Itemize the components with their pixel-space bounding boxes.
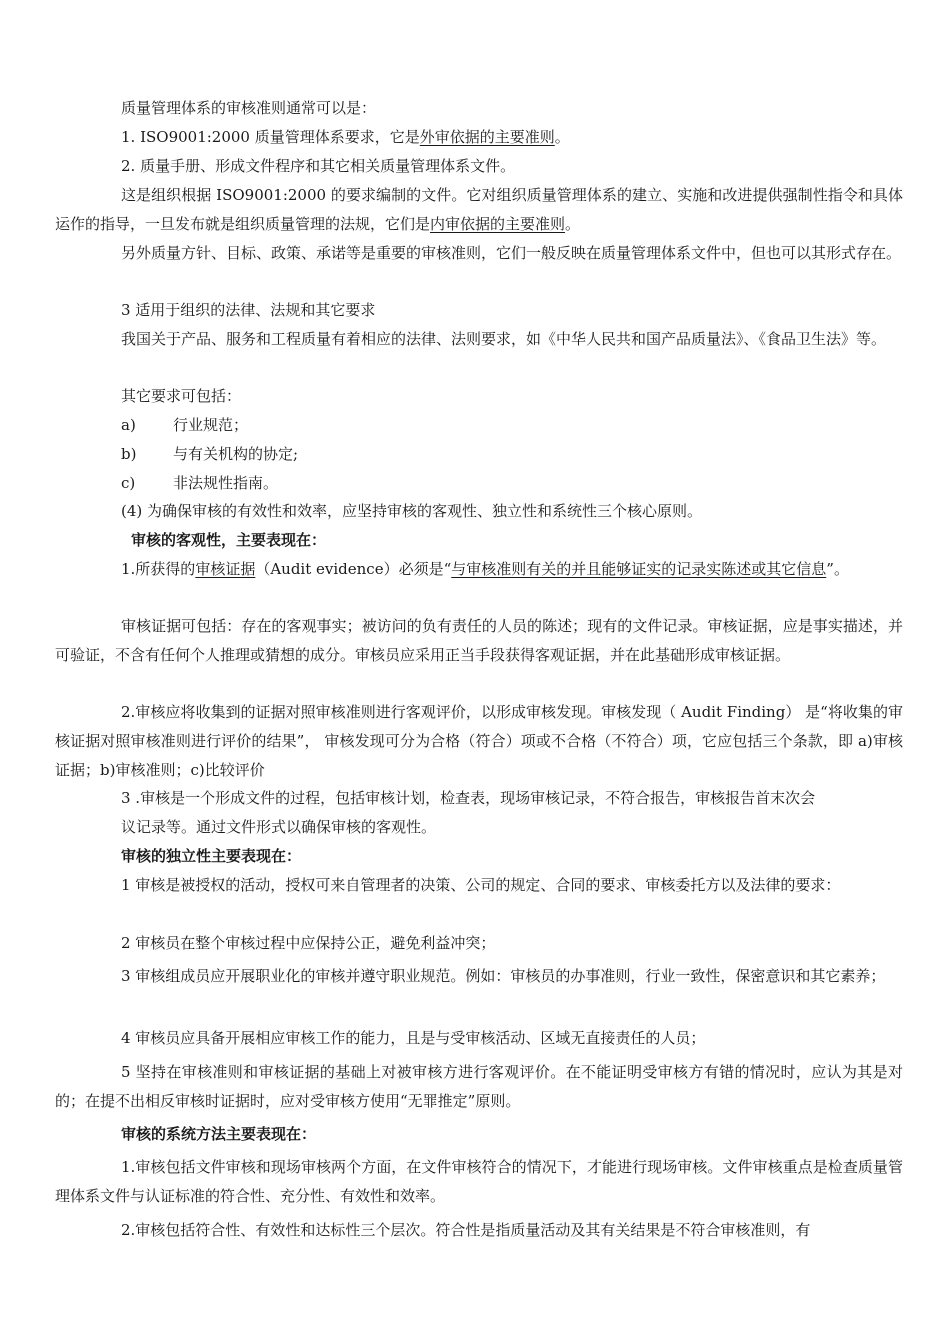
paragraph-text: （Audit evidence）必须是“ bbox=[255, 560, 452, 578]
list-item-text: 行业规范； bbox=[173, 416, 249, 434]
paragraph bbox=[55, 181, 903, 239]
underlined-text: 与审核准则有关的并且能够证实的记录实陈述或其它信息 bbox=[451, 560, 827, 578]
paragraph-text: 1 审核是被授权的活动，授权可来自管理者的决策、公司的规定、合同的要求、审核委托方以及法律的要求： bbox=[121, 876, 841, 894]
paragraph-text: 其它要求可包括： bbox=[121, 387, 242, 405]
paragraph-text: 1.所获得的 bbox=[121, 560, 196, 578]
section-heading bbox=[55, 526, 903, 555]
paragraph bbox=[55, 784, 903, 813]
paragraph-text: 。 bbox=[565, 215, 581, 233]
paragraph-text: ”。 bbox=[826, 560, 849, 578]
list-item-text: 与有关机构的协定; bbox=[173, 445, 299, 463]
paragraph-text: 3 审核组成员应开展职业化的审核并遵守职业规范。例如：审核员的办事准则，行业一致性，保密意识和其它素养； bbox=[121, 967, 886, 985]
paragraph-text: 3 适用于组织的法律、法规和其它要求 bbox=[121, 301, 376, 319]
paragraph-text: 2 审核员在整个审核过程中应保持公正，避免利益冲突； bbox=[121, 934, 496, 952]
list-item-label: b) bbox=[121, 445, 137, 463]
paragraph-text: 2. 质量手册、形成文件程序和其它相关质量管理体系文件。 bbox=[121, 157, 516, 175]
list-item-text: 非法规性指南。 bbox=[173, 474, 279, 492]
paragraph bbox=[55, 239, 903, 268]
paragraph bbox=[55, 1024, 903, 1053]
section-heading bbox=[55, 842, 903, 871]
paragraph-text: 5 坚持在审核准则和审核证据的基础上对被审核方进行客观评价。在不能证明受审核方有错的情况时，应认为其是对的；在提不出相反审核时证据时，应对受审核方使用“无罪推定”原则。 bbox=[55, 1063, 903, 1110]
paragraph bbox=[55, 152, 903, 181]
underlined-text: 内审依据的主要准则 bbox=[430, 215, 566, 233]
paragraph-text: 另外质量方针、目标、政策、承诺等是重要的审核准则，它们一般反映在质量管理体系文件中，但也可以其形式存在。 bbox=[121, 244, 902, 262]
paragraph-text: 2.审核包括符合性、有效性和达标性三个层次。符合性是指质量活动及其有关结果是不符合审核准则，有 bbox=[121, 1221, 811, 1239]
paragraph-text: (4) 为确保审核的有效性和效率，应坚持审核的客观性、独立性和系统性三个核心原则。 bbox=[121, 502, 703, 520]
paragraph bbox=[55, 1058, 903, 1116]
section-heading bbox=[55, 1120, 903, 1149]
list-item-label: c) bbox=[121, 474, 136, 492]
paragraph bbox=[55, 123, 903, 152]
underlined-text: 外审依据的主要准则 bbox=[419, 128, 555, 146]
paragraph bbox=[55, 612, 903, 670]
underlined-text: 审核证据 bbox=[195, 560, 256, 578]
paragraph bbox=[55, 94, 903, 123]
list-item-label: a) bbox=[121, 416, 136, 434]
paragraph bbox=[55, 698, 903, 785]
heading-text: 审核的系统方法主要表现在： bbox=[121, 1125, 317, 1143]
paragraph-text: 1. ISO9001:2000 质量管理体系要求，它是 bbox=[121, 128, 420, 146]
paragraph-text: 议记录等。通过文件形式以确保审核的客观性。 bbox=[121, 818, 437, 836]
paragraph-text: 2.审核应将收集到的证据对照审核准则进行客观评价，以形成审核发现。审核发现（ Audit Finding） 是“将收集的审核证据对照审核准则进行评价的结果”， 审核发现可分为合格（符合）项或不合格（不符合）项，它应包括三个条款，即 a)审核证据；b)审核准则；c)比较评价 bbox=[55, 703, 903, 779]
heading-text: 审核的客观性，主要表现在： bbox=[131, 531, 327, 549]
paragraph bbox=[55, 555, 903, 584]
paragraph bbox=[55, 1216, 903, 1245]
list-item bbox=[121, 440, 298, 469]
paragraph bbox=[55, 929, 903, 958]
paragraph bbox=[55, 871, 903, 900]
heading-text: 审核的独立性主要表现在： bbox=[121, 847, 302, 865]
paragraph-text: 。 bbox=[554, 128, 570, 146]
list-item bbox=[121, 411, 248, 440]
paragraph bbox=[55, 813, 903, 842]
paragraph-text: 4 审核员应具备开展相应审核工作的能力，且是与受审核活动、区域无直接责任的人员； bbox=[121, 1029, 706, 1047]
paragraph bbox=[55, 1153, 903, 1211]
paragraph-text: 这是组织根据 ISO9001:2000 的要求编制的文件。它对组织质量管理体系的建立、实施和改进提供强制性指令和具体运作的指导，一旦发布就是组织质量管理的法规，它们是 bbox=[55, 186, 903, 233]
paragraph bbox=[55, 962, 903, 991]
paragraph-text: 质量管理体系的审核准则通常可以是： bbox=[121, 99, 377, 117]
list-item bbox=[121, 469, 278, 498]
paragraph-text: 我国关于产品、服务和工程质量有着相应的法律、法则要求，如《中华人民共和国产品质量法》、《食品卫生法》等。 bbox=[121, 330, 887, 348]
paragraph bbox=[55, 325, 903, 354]
paragraph bbox=[55, 296, 903, 325]
paragraph-text: 1.审核包括文件审核和现场审核两个方面，在文件审核符合的情况下，才能进行现场审核。文件审核重点是检查质量管理体系文件与认证标准的符合性、充分性、有效性和效率。 bbox=[55, 1158, 903, 1205]
paragraph-text: 3 .审核是一个形成文件的过程，包括审核计划，检查表，现场审核记录，不符合报告，审核报告首末次会 bbox=[121, 789, 816, 807]
paragraph bbox=[55, 382, 903, 411]
paragraph bbox=[55, 497, 903, 526]
paragraph-text: 审核证据可包括：存在的客观事实；被访问的负有责任的人员的陈述；现有的文件记录。审核证据，应是事实描述，并可验证，不含有任何个人推理或猜想的成分。审核员应采用正当手段获得客观证据，并在此基础形成审核证据。 bbox=[55, 617, 903, 664]
